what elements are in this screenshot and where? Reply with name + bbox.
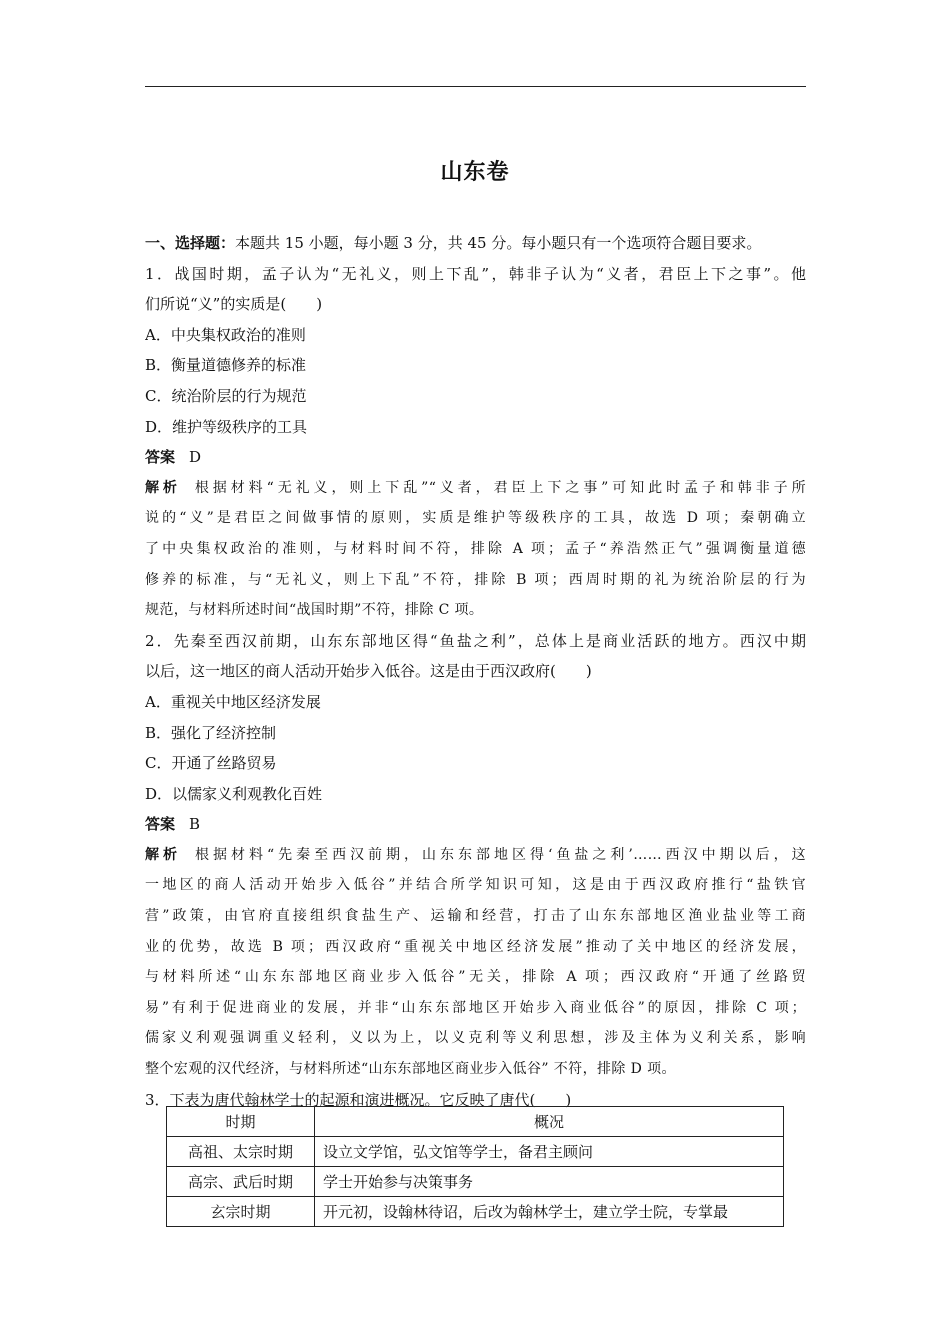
q1-analysis-line-3: 了中央集权政治的准则，与材料时间不符，排除 A 项；孟子“养浩然正气”强调衡量道德	[145, 540, 806, 557]
q2-option-c: C．开通了丝路贸易	[145, 754, 277, 773]
q1-analysis-line-2: 说的“义”是君臣之间做事情的原则，实质是维护等级秩序的工具，故选 D 项；秦朝确立	[145, 510, 806, 527]
document-body	[145, 228, 806, 1115]
q2-stem-line-2: 以后，这一地区的商人活动开始步入低谷。这是由于西汉政府( )	[145, 662, 592, 681]
q2-answer: B	[189, 815, 201, 834]
page-title: 山东卷	[440, 160, 510, 185]
q1-option-a: A．中央集权政治的准则	[145, 325, 306, 344]
q2-analysis-line-8: 整个宏观的汉代经济，与材料所述“山东东部地区商业步入低谷” 不符，排除 D 项。	[145, 1061, 676, 1078]
table-cell-period: 高宗、武后时期	[167, 1167, 315, 1197]
q1-option-b: B．衡量道德修养的标准	[145, 356, 307, 375]
q2-option-b: B．强化了经济控制	[145, 723, 277, 742]
q2-analysis-label: 解析	[145, 846, 181, 863]
q2-option-a: A．重视关中地区经济发展	[145, 692, 321, 711]
q1-stem-line-1: 1．战国时期，孟子认为“无礼义，则上下乱”，韩非子认为“义者，君臣上下之事”。他	[145, 264, 806, 283]
table-header-row	[167, 1107, 784, 1137]
q1-answer-line	[145, 442, 806, 473]
q2-analysis-line-2: 一地区的商人活动开始步入低谷”并结合所学知识可知，这是由于西汉政府推行“盐铁官	[145, 877, 806, 894]
table-row	[167, 1137, 784, 1167]
q1-stem-line-2: 们所说“义”的实质是( )	[145, 295, 323, 314]
q2-analysis-line-4: 业的优势，故选 B 项；西汉政府“重视关中地区经济发展”推动了关中地区的经济发展，	[145, 938, 806, 955]
q3-stem: 3．下表为唐代翰林学士的起源和演进概况。它反映了唐代( )	[145, 1090, 572, 1109]
q1-option-c: C．统治阶层的行为规范	[145, 386, 307, 405]
q1-analysis-line-4: 修养的标准，与“无礼义，则上下乱”不符，排除 B 项；西周时期的礼为统治阶层的行为	[145, 571, 806, 588]
q2-answer-line	[145, 809, 806, 840]
q2-stem-line-1: 2．先秦至西汉前期，山东东部地区得“鱼盐之利”，总体上是商业活跃的地方。西汉中期	[145, 631, 806, 650]
table-cell-overview: 设立文学馆，弘文馆等学士，备君主顾问	[315, 1137, 784, 1167]
q2-analysis-line-5: 与材料所述“山东东部地区商业步入低谷”无关，排除 A 项；西汉政府“开通了丝路贸	[145, 969, 806, 986]
q1-answer-label: 答案	[145, 448, 176, 467]
table-header-period: 时期	[167, 1107, 315, 1137]
q2-option-d: D．以儒家义利观教化百姓	[145, 784, 323, 803]
table-row	[167, 1167, 784, 1197]
q2-analysis-line-3: 营”政策，由官府直接组织食盐生产、运输和经营，打击了山东东部地区渔业盐业等工商	[145, 908, 806, 925]
q2-answer-label: 答案	[145, 815, 176, 834]
q3-table	[166, 1106, 784, 1227]
q1-option-d: D．维护等级秩序的工具	[145, 417, 308, 436]
section-heading: 一、选择题：	[145, 234, 236, 252]
q1-answer: D	[189, 448, 202, 467]
q2-analysis-line-7: 儒家义利观强调重义轻利，义以为上，以义克利等义利思想，涉及主体为义利关系，影响	[145, 1030, 806, 1047]
table-cell-period: 高祖、太宗时期	[167, 1137, 315, 1167]
q2-analysis-line-6: 易”有利于促进商业的发展，并非“山东东部地区开始步入商业低谷”的原因，排除 C 项；	[145, 999, 806, 1016]
q1-analysis-label: 解析	[145, 479, 181, 496]
q2-analysis-line-1	[145, 840, 806, 871]
q1-analysis-text-1: 根据材料“无礼义，则上下乱”“义者，君臣上下之事”可知此时孟子和韩非子所	[194, 479, 806, 496]
q1-analysis-line-1	[145, 473, 806, 504]
section-instructions: 本题共 15 小题，每小题 3 分，共 45 分。每小题只有一个选项符合题目要求。	[235, 234, 762, 252]
q1-analysis-line-5: 规范，与材料所述时间“战国时期”不符，排除 C 项。	[145, 602, 484, 619]
table-cell-overview: 学士开始参与决策事务	[315, 1167, 784, 1197]
table-row	[167, 1197, 784, 1227]
table-cell-overview: 开元初，设翰林待诏，后改为翰林学士，建立学士院，专掌最	[315, 1197, 784, 1227]
table-header-overview: 概况	[315, 1107, 784, 1137]
section-heading-line	[145, 228, 806, 259]
table-cell-period: 玄宗时期	[167, 1197, 315, 1227]
q2-analysis-text-1: 根据材料“先秦至西汉前期，山东东部地区得‘鱼盐之利’……西汉中期以后，这	[194, 846, 806, 863]
header-rule	[145, 86, 806, 87]
